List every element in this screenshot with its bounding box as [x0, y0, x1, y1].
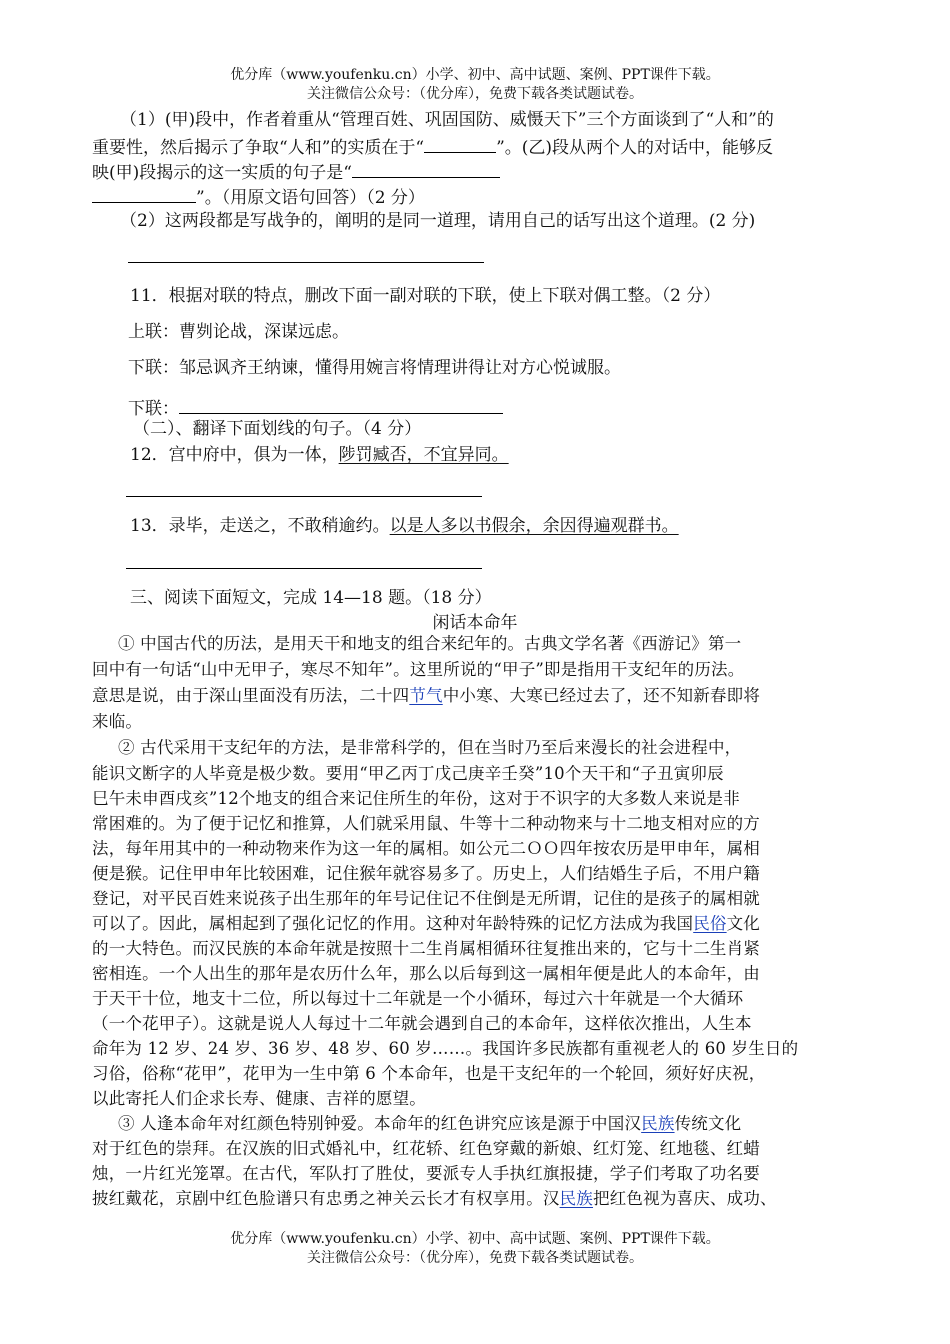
- q10-part1-line4-text: ”。（用原文语句回答）（2 分）: [196, 188, 425, 208]
- article-p2-line15: 以此寄托人们企求长寿、健康、吉祥的愿望。: [92, 1089, 426, 1108]
- article-p2-line8: [92, 912, 760, 936]
- q13-sentence: [130, 514, 679, 538]
- footer-line-2: 关注微信公众号：（优分库），免费下载各类试题试卷。: [307, 1250, 643, 1266]
- article-p3-line4: [92, 1187, 777, 1211]
- article-p2-line3: 巳午未申酉戌亥”12个地支的组合来记住所生的年份，这对于不识字的大多数人来说是非: [92, 789, 740, 808]
- q13-underlined-text: 以是人多以书假余，余因得遍观群书。: [389, 516, 679, 536]
- q10-answer-line[interactable]: [128, 262, 484, 263]
- q11-answer-label: 下联：: [128, 399, 179, 419]
- link-minzu-2[interactable]: 民族: [559, 1189, 594, 1208]
- article-p3-line4-a: 披红戴花，京剧中红色脸谱只有忠勇之神关云长才有权享用。汉: [92, 1189, 560, 1208]
- section2-heading: （二）、翻译下面划线的句子。（4 分）: [133, 419, 422, 439]
- q10-answer-blank-2[interactable]: [352, 159, 500, 178]
- article-p3-line2: 对于红色的崇拜。在汉族的旧式婚礼中，红花轿、红色穿戴的新娘、红灯笼、红地毯、红蜡: [92, 1139, 760, 1158]
- article-p2-line12: （一个花甲子）。这就是说人人每过十二年就会遇到自己的本命年，这样依次推出，人生本: [92, 1014, 752, 1033]
- q10-part1-line3-text: 映(甲)段揭示的这一实质的句子是“: [92, 163, 352, 183]
- q10-part1-line2-text-b: ”。(乙)段从两个人的对话中，能够反: [496, 138, 774, 158]
- q11-lower-couplet: 下联：邹忌讽齐王纳谏，懂得用婉言将情理讲得让对方心悦诚服。: [128, 358, 621, 378]
- article-p3-line4-b: 把红色视为喜庆、成功、: [593, 1189, 777, 1208]
- q13-answer-line[interactable]: [126, 568, 482, 569]
- q10-part1-line2: [92, 134, 773, 160]
- article-p3-line1-b: 传统文化: [674, 1114, 742, 1133]
- article-p1-line3: [92, 684, 760, 708]
- q11-upper-couplet: 上联：曹刿论战，深谋远虑。: [128, 322, 349, 342]
- q12-answer-line[interactable]: [126, 496, 482, 497]
- article-p2-line8-b: 文化: [726, 914, 761, 933]
- article-p2-line2: 能识文断字的人毕竟是极少数。要用“甲乙丙丁戊己庚辛壬癸”10个天干和“子丑寅卯辰: [92, 764, 724, 783]
- header-line-2: 关注微信公众号：（优分库），免费下载各类试题试卷。: [307, 86, 643, 102]
- article-p2-line7: 登记，对平民百姓来说孩子出生那年的年号记住记不住倒是无所谓，记住的是孩子的属相就: [92, 889, 760, 908]
- footer-line-1: 优分库（www.youfenku.cn）小学、初中、高中试题、案例、PPT课件下载。: [230, 1231, 720, 1247]
- article-p1-line2: 回中有一句话“山中无甲子，寒尽不知年”。这里所说的“甲子”即是指用干支纪年的历法。: [92, 660, 745, 679]
- article-p2-line8-a: 可以了。因此，属相起到了强化记忆的作用。这种对年龄特殊的记忆方法成为我国: [92, 914, 694, 933]
- q11-answer-blank[interactable]: [179, 395, 503, 414]
- link-minsu[interactable]: 民俗: [693, 914, 727, 933]
- article-p3-line3: 烛，一片红光笼罩。在古代，军队打了胜仗，要派专人手执红旗报捷，学子们考取了功名要: [92, 1164, 760, 1183]
- article-p3-line1-a: ③ 人逢本命年对红颜色特别钟爱。本命年的红色讲究应该是源于中国汉: [118, 1114, 642, 1133]
- article-p2-line4: 常困难的。为了便于记忆和推算，人们就采用鼠、牛等十二种动物来与十二地支相对应的方: [92, 814, 760, 833]
- q10-answer-blank-3[interactable]: [92, 184, 196, 203]
- header-line-1: 优分库（www.youfenku.cn）小学、初中、高中试题、案例、PPT课件下载。: [230, 67, 720, 83]
- q10-part1-line3: [92, 159, 500, 185]
- article-p2-line11: 于天干十位，地支十二位，所以每过十二年就是一个小循环，每过六十年就是一个大循环: [92, 989, 744, 1008]
- article-p2-line14: 习俗，俗称“花甲”，花甲为一生中第 6 个本命年，也是干支纪年的一个轮回，须好好庆祝，: [92, 1064, 766, 1083]
- link-jieqi[interactable]: 节气: [409, 686, 443, 705]
- q12-sentence: [130, 443, 509, 467]
- q12-text: 12．宫中府中，俱为一体，: [130, 445, 339, 465]
- article-p1-line3-b: 中小寒、大寒已经过去了，还不知新春即将: [442, 686, 761, 705]
- q12-underlined-text: 陟罚臧否，不宜异同。: [338, 445, 509, 465]
- article-p2-line9: 的一大特色。而汉民族的本命年就是按照十二生肖属相循环往复推出来的，它与十二生肖紧: [92, 939, 760, 958]
- article-p2-line13: 命年为 12 岁、24 岁、36 岁、48 岁、60 岁……。我国许多民族都有重视老人的 60 岁生日的: [92, 1039, 799, 1058]
- article-p1-line1: ① 中国古代的历法，是用天干和地支的组合来纪年的。古典文学名著《西游记》第一: [118, 634, 742, 653]
- q10-part1-line4: [92, 184, 425, 210]
- article-p2-line6: 便是猴。记住甲申年比较困难，记住猴年就容易多了。历史上，人们结婚生子后，不用户籍: [92, 864, 760, 883]
- article-p2-line10: 密相连。一个人出生的那年是农历什么年，那么以后每到这一属相年便是此人的本命年，由: [92, 964, 760, 983]
- article-p3-line1: [118, 1112, 741, 1136]
- article-title: 闲话本命年: [432, 613, 518, 633]
- section3-heading: 三、阅读下面短文，完成 14—18 题。（18 分）: [130, 588, 492, 608]
- q10-part1-line1: （1）(甲)段中，作者着重从“管理百姓、巩固国防、威慑天下”三个方面谈到了“人和”的: [120, 110, 774, 130]
- article-p2-line1: ② 古代采用干支纪年的方法，是非常科学的，但在当时乃至后来漫长的社会进程中，: [118, 738, 742, 757]
- link-minzu-1[interactable]: 民族: [641, 1114, 675, 1133]
- q13-text: 13．录毕，走送之，不敢稍逾约。: [130, 516, 390, 536]
- q10-answer-blank-1[interactable]: [424, 134, 496, 153]
- q10-part1-line2-text-a: 重要性，然后揭示了争取“人和”的实质在于“: [92, 138, 425, 158]
- article-p1-line4: 来临。: [92, 712, 143, 731]
- article-p1-line3-a: 意思是说，由于深山里面没有历法，二十四: [92, 686, 410, 705]
- q11-prompt: 11．根据对联的特点，删改下面一副对联的下联，使上下联对偶工整。（2 分）: [130, 286, 721, 306]
- article-p2-line5: 法，每年用其中的一种动物来作为这一年的属相。如公元二ＯＯ四年按农历是甲申年，属相: [92, 839, 760, 858]
- q10-part2: （2）这两段都是写战争的，阐明的是同一道理，请用自己的话写出这个道理。(2 分): [120, 211, 756, 231]
